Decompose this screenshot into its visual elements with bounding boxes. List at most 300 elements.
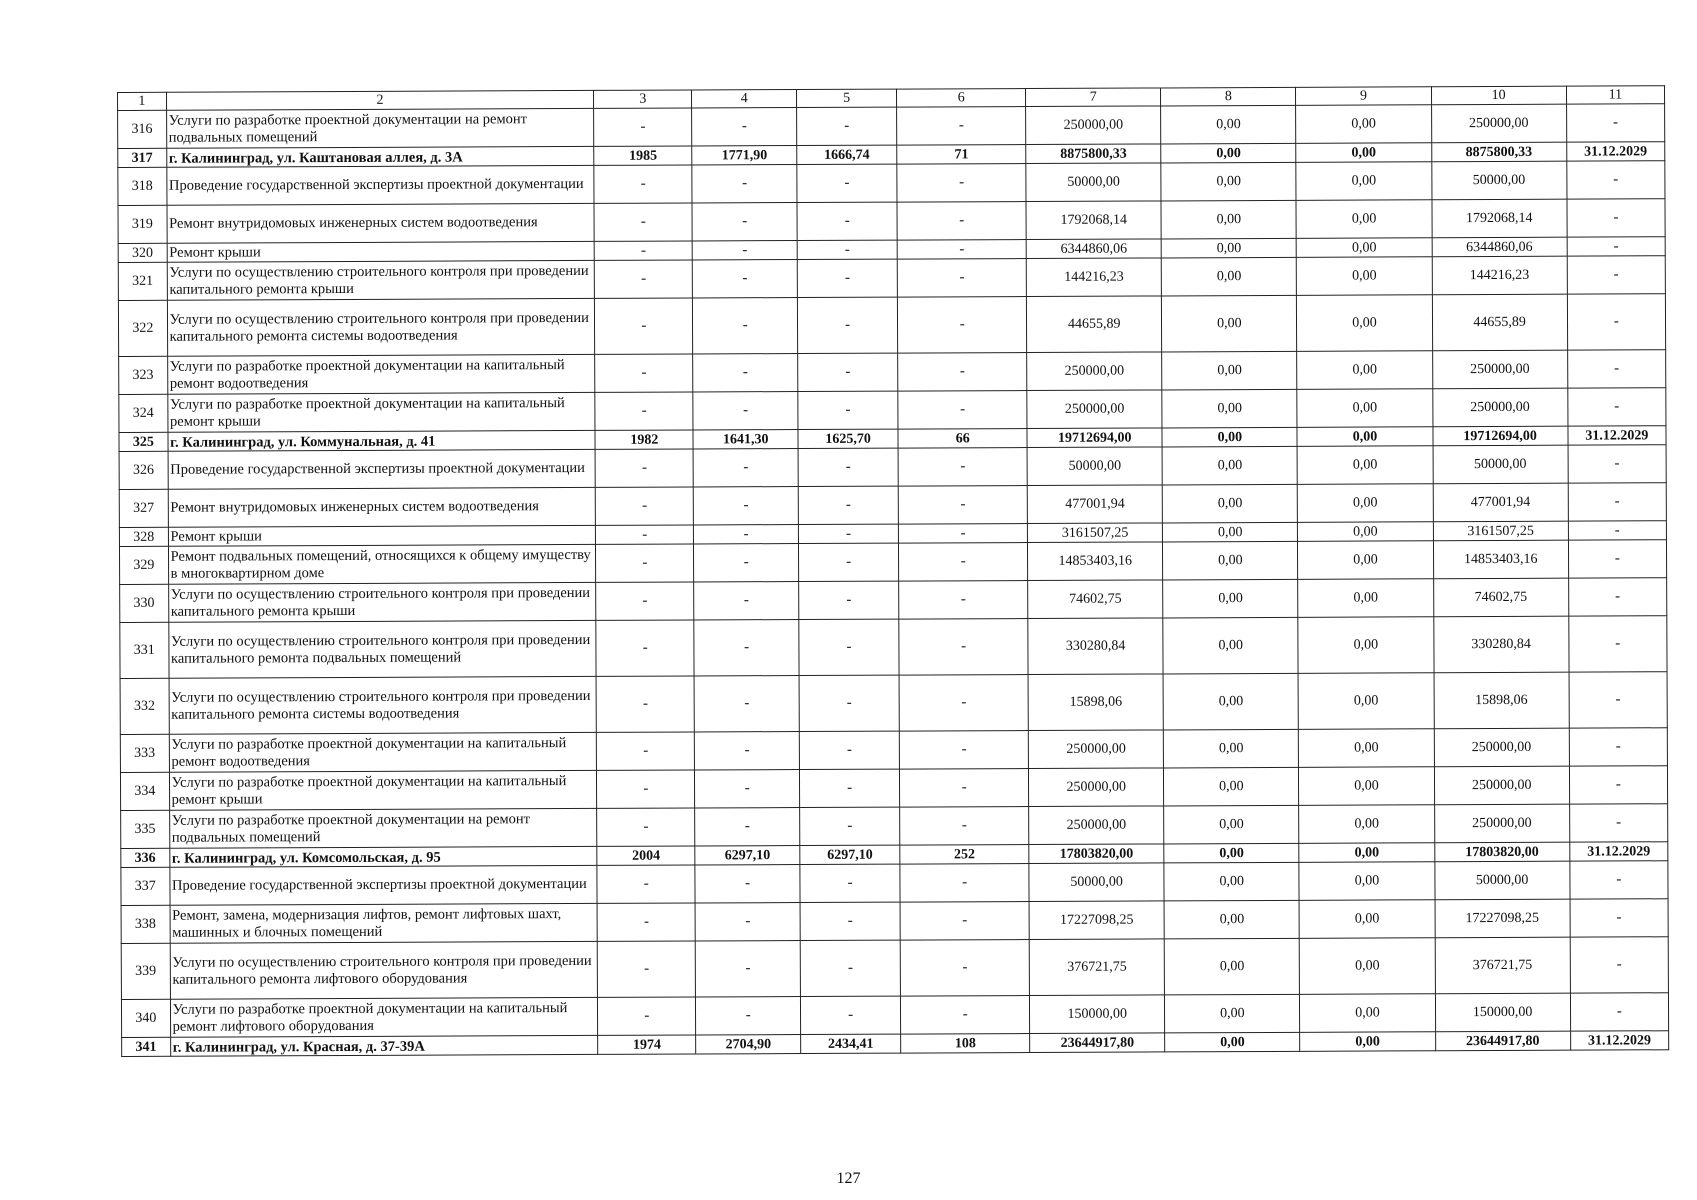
cost-col-8-cell: 0,00 bbox=[1161, 238, 1296, 258]
residential-area-cell: - bbox=[799, 731, 899, 769]
completion-date-cell: - bbox=[1569, 672, 1668, 728]
total-cost-cell: 376721,75 bbox=[1029, 939, 1164, 996]
residential-area-cell: - bbox=[800, 996, 900, 1034]
work-description-cell: Услуги по осуществлению строительного контроля при проведении капитального ремонта системы водоотведения bbox=[169, 676, 597, 734]
total-area-cell: - bbox=[692, 165, 797, 203]
residents-count-cell: - bbox=[898, 391, 1027, 430]
residential-area-cell: - bbox=[797, 297, 898, 353]
work-description-cell: Ремонт внутридомовых инженерных систем водоотведения bbox=[168, 487, 596, 527]
residents-count-cell: - bbox=[899, 581, 1028, 620]
year-built-cell: - bbox=[596, 582, 694, 620]
total-area-cell: - bbox=[693, 298, 798, 354]
residents-count-cell: - bbox=[899, 524, 1028, 544]
cost-col-9-cell: 0,00 bbox=[1298, 541, 1433, 580]
completion-date-cell: - bbox=[1570, 861, 1668, 899]
cost-col-8-cell: 0,00 bbox=[1162, 427, 1297, 447]
year-built-cell: - bbox=[596, 525, 694, 544]
total-area-cell: - bbox=[694, 487, 799, 525]
completion-date-cell: - bbox=[1568, 540, 1666, 578]
year-built-cell: - bbox=[594, 108, 692, 146]
residential-area-cell: - bbox=[800, 807, 900, 845]
total-cost-cell: 23644917,80 bbox=[1030, 1033, 1165, 1053]
cost-col-10-cell: 477001,94 bbox=[1433, 483, 1568, 522]
cost-col-9-cell: 0,00 bbox=[1298, 484, 1433, 523]
cost-col-8-cell: 0,00 bbox=[1164, 862, 1299, 901]
cost-col-9-cell: 0,00 bbox=[1296, 200, 1431, 239]
year-built-cell: - bbox=[596, 676, 694, 732]
total-area-cell: - bbox=[694, 582, 799, 620]
cost-col-10-cell: 144216,23 bbox=[1432, 256, 1567, 295]
total-cost-cell: 15898,06 bbox=[1028, 674, 1163, 731]
year-built-cell: - bbox=[594, 260, 692, 298]
row-number-cell: 317 bbox=[118, 148, 167, 167]
total-area-cell: - bbox=[695, 903, 800, 941]
residential-area-cell: - bbox=[797, 164, 897, 202]
total-area-cell: - bbox=[693, 392, 798, 430]
cost-col-8-cell: 0,00 bbox=[1164, 805, 1299, 844]
column-header: 9 bbox=[1296, 87, 1431, 106]
year-built-cell: - bbox=[596, 620, 694, 676]
completion-date-cell: - bbox=[1570, 993, 1668, 1031]
row-number-cell: 328 bbox=[119, 527, 168, 546]
total-area-cell: 2704,90 bbox=[696, 1035, 801, 1054]
year-built-cell: - bbox=[595, 298, 693, 354]
cost-col-8-cell: 0,00 bbox=[1164, 843, 1299, 863]
completion-date-cell: - bbox=[1568, 521, 1666, 540]
column-header: 6 bbox=[897, 89, 1026, 108]
total-cost-cell: 477001,94 bbox=[1027, 485, 1162, 524]
cost-col-9-cell: 0,00 bbox=[1296, 143, 1431, 163]
completion-date-cell: - bbox=[1567, 350, 1665, 388]
row-number-cell: 331 bbox=[120, 622, 169, 678]
cost-col-9-cell: 0,00 bbox=[1297, 427, 1432, 447]
cost-col-9-cell: 0,00 bbox=[1297, 295, 1432, 352]
work-description-cell: Услуги по разработке проектной документации на капитальный ремонт лифтового оборудования bbox=[170, 997, 598, 1037]
work-description-cell: Проведение государственной экспертизы проектной документации bbox=[168, 449, 596, 489]
completion-date-cell: 31.12.2029 bbox=[1570, 1031, 1668, 1050]
work-description-cell: Ремонт, замена, модернизация лифтов, ремонт лифтовых шахт, машинных и блочных помещений bbox=[170, 903, 598, 943]
cost-col-8-cell: 0,00 bbox=[1164, 938, 1299, 995]
work-description-cell: Услуги по осуществлению строительного контроля при проведении капитального ремонта крыши bbox=[168, 582, 596, 622]
cost-col-9-cell: 0,00 bbox=[1297, 446, 1432, 485]
residents-count-cell: 66 bbox=[898, 429, 1027, 449]
cost-col-8-cell: 0,00 bbox=[1165, 994, 1300, 1033]
total-cost-cell: 250000,00 bbox=[1028, 730, 1163, 769]
residents-count-cell: - bbox=[900, 902, 1029, 941]
cost-col-8-cell: 0,00 bbox=[1162, 351, 1297, 390]
cost-col-8-cell: 0,00 bbox=[1163, 541, 1298, 580]
cost-col-9-cell: 0,00 bbox=[1297, 389, 1432, 428]
cost-col-10-cell: 15898,06 bbox=[1434, 672, 1569, 729]
year-built-cell: - bbox=[598, 997, 696, 1035]
year-built-cell: - bbox=[595, 392, 693, 430]
cost-col-10-cell: 250000,00 bbox=[1432, 350, 1567, 389]
work-description-cell: г. Калининград, ул. Красная, д. 37-39А bbox=[170, 1035, 598, 1056]
year-built-cell: - bbox=[595, 449, 693, 487]
cost-col-9-cell: 0,00 bbox=[1296, 162, 1431, 201]
cost-col-10-cell: 1792068,14 bbox=[1432, 199, 1567, 238]
table-row bbox=[120, 672, 1667, 735]
cost-col-10-cell: 250000,00 bbox=[1431, 104, 1566, 143]
residential-area-cell: - bbox=[798, 448, 898, 486]
row-number-cell: 320 bbox=[118, 243, 167, 262]
row-number-cell: 325 bbox=[119, 432, 168, 451]
cost-col-10-cell: 250000,00 bbox=[1434, 766, 1569, 805]
residential-area-cell: - bbox=[797, 107, 897, 145]
cost-col-9-cell: 0,00 bbox=[1299, 767, 1434, 806]
cost-col-8-cell: 0,00 bbox=[1162, 484, 1297, 523]
total-cost-cell: 3161507,25 bbox=[1027, 523, 1162, 543]
cost-col-9-cell: 0,00 bbox=[1299, 729, 1434, 768]
work-description-cell: Услуги по осуществлению строительного контроля при проведении капитального ремонта лифтового оборудования bbox=[170, 941, 598, 999]
residents-count-cell: - bbox=[897, 240, 1026, 260]
residents-count-cell: 71 bbox=[897, 145, 1026, 165]
completion-date-cell: 31.12.2029 bbox=[1568, 426, 1666, 445]
residents-count-cell: - bbox=[898, 353, 1027, 392]
residents-count-cell: - bbox=[900, 769, 1029, 808]
completion-date-cell: - bbox=[1568, 445, 1666, 483]
residents-count-cell: - bbox=[900, 864, 1029, 903]
completion-date-cell: - bbox=[1569, 616, 1668, 672]
row-number-cell: 337 bbox=[121, 867, 170, 905]
work-description-cell: Услуги по разработке проектной документации на капитальный ремонт крыши bbox=[169, 770, 597, 810]
completion-date-cell: - bbox=[1570, 899, 1668, 937]
total-cost-cell: 250000,00 bbox=[1029, 806, 1164, 845]
residents-count-cell: - bbox=[897, 202, 1026, 241]
table-row bbox=[118, 294, 1665, 357]
column-header: 11 bbox=[1566, 86, 1664, 104]
cost-col-8-cell: 0,00 bbox=[1163, 579, 1298, 618]
completion-date-cell: - bbox=[1570, 937, 1669, 993]
residential-area-cell: - bbox=[799, 619, 900, 675]
year-built-cell: - bbox=[596, 544, 694, 582]
completion-date-cell: - bbox=[1567, 294, 1666, 350]
residential-area-cell: - bbox=[797, 202, 897, 240]
column-header: 4 bbox=[692, 90, 797, 108]
cost-col-10-cell: 50000,00 bbox=[1434, 861, 1569, 900]
completion-date-cell: - bbox=[1568, 578, 1666, 616]
total-area-cell: - bbox=[695, 808, 800, 846]
completion-date-cell: - bbox=[1569, 804, 1667, 842]
total-cost-cell: 1792068,14 bbox=[1026, 201, 1161, 240]
cost-col-10-cell: 376721,75 bbox=[1435, 937, 1570, 994]
cost-col-9-cell: 0,00 bbox=[1296, 105, 1431, 144]
column-header: 3 bbox=[594, 90, 692, 108]
completion-date-cell: - bbox=[1567, 237, 1665, 256]
completion-date-cell: 31.12.2029 bbox=[1570, 842, 1668, 861]
total-area-cell: - bbox=[695, 865, 800, 903]
year-built-cell: - bbox=[594, 203, 692, 241]
total-area-cell: - bbox=[696, 997, 801, 1035]
work-description-cell: Ремонт крыши bbox=[167, 241, 595, 262]
total-cost-cell: 144216,23 bbox=[1026, 258, 1161, 297]
cost-col-10-cell: 23644917,80 bbox=[1435, 1031, 1570, 1051]
cost-col-8-cell: 0,00 bbox=[1161, 143, 1296, 163]
total-area-cell: - bbox=[692, 108, 797, 146]
row-number-cell: 332 bbox=[120, 678, 169, 734]
completion-date-cell: - bbox=[1566, 104, 1664, 142]
row-number-cell: 341 bbox=[122, 1037, 171, 1056]
year-built-cell: 1974 bbox=[598, 1035, 696, 1054]
residential-area-cell: - bbox=[798, 543, 898, 581]
cost-col-10-cell: 19712694,00 bbox=[1433, 426, 1568, 446]
total-cost-cell: 44655,89 bbox=[1026, 296, 1161, 353]
total-cost-cell: 6344860,06 bbox=[1026, 239, 1161, 259]
residents-count-cell: - bbox=[900, 807, 1029, 846]
total-cost-cell: 150000,00 bbox=[1030, 995, 1165, 1034]
cost-col-8-cell: 0,00 bbox=[1161, 162, 1296, 201]
year-built-cell: - bbox=[594, 165, 692, 203]
total-cost-cell: 250000,00 bbox=[1026, 106, 1161, 145]
residential-area-cell: 1666,74 bbox=[797, 145, 897, 164]
cost-col-9-cell: 0,00 bbox=[1300, 938, 1435, 995]
row-number-cell: 316 bbox=[118, 110, 167, 148]
work-description-cell: Проведение государственной экспертизы проектной документации bbox=[169, 865, 597, 905]
total-cost-cell: 50000,00 bbox=[1027, 447, 1162, 486]
completion-date-cell: - bbox=[1569, 766, 1667, 804]
total-cost-cell: 50000,00 bbox=[1026, 163, 1161, 202]
cost-col-10-cell: 50000,00 bbox=[1433, 445, 1568, 484]
year-built-cell: - bbox=[597, 903, 695, 941]
cost-col-10-cell: 150000,00 bbox=[1435, 993, 1570, 1032]
page-number: 127 bbox=[836, 1170, 861, 1187]
residents-count-cell: - bbox=[899, 619, 1028, 676]
cost-col-8-cell: 0,00 bbox=[1163, 673, 1298, 730]
residential-area-cell: - bbox=[798, 353, 898, 391]
work-description-cell: Услуги по разработке проектной документации на капитальный ремонт водоотведения bbox=[167, 354, 595, 394]
total-cost-cell: 74602,75 bbox=[1028, 580, 1163, 619]
year-built-cell: 2004 bbox=[597, 846, 695, 865]
row-number-cell: 340 bbox=[121, 999, 170, 1037]
row-number-cell: 323 bbox=[119, 356, 168, 394]
work-description-cell: Услуги по разработке проектной документации на капитальный ремонт водоотведения bbox=[169, 732, 597, 772]
total-cost-cell: 250000,00 bbox=[1027, 352, 1162, 391]
cost-col-9-cell: 0,00 bbox=[1297, 257, 1432, 296]
year-built-cell: - bbox=[597, 732, 695, 770]
year-built-cell: - bbox=[595, 487, 693, 525]
total-cost-cell: 17227098,25 bbox=[1029, 901, 1164, 940]
cost-col-10-cell: 17803820,00 bbox=[1434, 842, 1569, 862]
row-number-cell: 327 bbox=[119, 489, 168, 527]
residents-count-cell: - bbox=[898, 486, 1027, 525]
total-area-cell: - bbox=[693, 449, 798, 487]
work-description-cell: Услуги по разработке проектной документации на ремонт подвальных помещений bbox=[166, 108, 594, 148]
row-number-cell: 318 bbox=[118, 167, 167, 205]
work-description-cell: Услуги по осуществлению строительного контроля при проведении капитального ремонта крыши bbox=[167, 260, 595, 300]
year-built-cell: 1982 bbox=[595, 430, 693, 449]
row-number-cell: 336 bbox=[121, 848, 170, 867]
cost-col-10-cell: 8875800,33 bbox=[1431, 142, 1566, 162]
cost-col-10-cell: 44655,89 bbox=[1432, 294, 1567, 351]
residents-count-cell: 108 bbox=[901, 1034, 1030, 1054]
work-description-cell: г. Калининград, ул. Комсомольская, д. 95 bbox=[169, 846, 597, 867]
cost-col-10-cell: 17227098,25 bbox=[1435, 899, 1570, 938]
cost-col-8-cell: 0,00 bbox=[1165, 1032, 1300, 1052]
row-number-cell: 335 bbox=[121, 810, 170, 848]
total-area-cell: - bbox=[694, 544, 799, 582]
cost-col-8-cell: 0,00 bbox=[1162, 295, 1297, 352]
row-number-cell: 339 bbox=[121, 943, 170, 999]
cost-col-8-cell: 0,00 bbox=[1161, 200, 1296, 239]
cost-col-9-cell: 0,00 bbox=[1298, 579, 1433, 618]
cost-col-10-cell: 50000,00 bbox=[1431, 161, 1566, 200]
work-description-cell: Ремонт внутридомовых инженерных систем водоотведения bbox=[167, 203, 595, 243]
total-area-cell: - bbox=[694, 676, 799, 732]
column-header: 7 bbox=[1026, 88, 1161, 107]
row-number-cell: 321 bbox=[118, 262, 167, 300]
total-area-cell: - bbox=[694, 525, 799, 544]
total-cost-cell: 330280,84 bbox=[1028, 618, 1163, 675]
total-area-cell: - bbox=[693, 241, 798, 260]
total-area-cell: 1641,30 bbox=[693, 430, 798, 449]
completion-date-cell: - bbox=[1569, 728, 1667, 766]
year-built-cell: - bbox=[594, 241, 692, 260]
work-description-cell: Услуги по осуществлению строительного контроля при проведении капитального ремонта системы водоотведения bbox=[167, 298, 595, 356]
work-description-cell: г. Калининград, ул. Каштановая аллея, д. 3А bbox=[166, 146, 594, 167]
cost-col-9-cell: 0,00 bbox=[1300, 994, 1435, 1033]
residents-count-cell: - bbox=[898, 448, 1027, 487]
cost-col-8-cell: 0,00 bbox=[1163, 522, 1298, 542]
total-cost-cell: 250000,00 bbox=[1027, 390, 1162, 429]
row-number-cell: 319 bbox=[118, 205, 167, 243]
residential-area-cell: - bbox=[799, 769, 899, 807]
residential-area-cell: 1625,70 bbox=[798, 429, 898, 448]
row-number-cell: 322 bbox=[118, 300, 167, 356]
completion-date-cell: - bbox=[1568, 388, 1666, 426]
residents-count-cell: - bbox=[899, 543, 1028, 582]
residential-area-cell: - bbox=[799, 581, 899, 619]
total-area-cell: - bbox=[693, 260, 798, 298]
residential-area-cell: 2434,41 bbox=[801, 1034, 901, 1053]
year-built-cell: - bbox=[597, 941, 695, 997]
capital-repair-table bbox=[117, 85, 1669, 1057]
cost-col-9-cell: 0,00 bbox=[1297, 238, 1432, 258]
cost-col-9-cell: 0,00 bbox=[1299, 843, 1434, 863]
row-number-cell: 330 bbox=[120, 584, 169, 622]
cost-col-8-cell: 0,00 bbox=[1164, 767, 1299, 806]
total-area-cell: 6297,10 bbox=[695, 846, 800, 865]
row-number-cell: 333 bbox=[120, 734, 169, 772]
residents-count-cell: 252 bbox=[900, 845, 1029, 865]
total-cost-cell: 19712694,00 bbox=[1027, 428, 1162, 448]
cost-col-9-cell: 0,00 bbox=[1299, 805, 1434, 844]
year-built-cell: - bbox=[595, 354, 693, 392]
year-built-cell: - bbox=[597, 865, 695, 903]
table-row bbox=[121, 937, 1668, 1000]
cost-col-9-cell: 0,00 bbox=[1298, 673, 1433, 730]
cost-col-8-cell: 0,00 bbox=[1164, 729, 1299, 768]
table-row bbox=[120, 616, 1667, 679]
residents-count-cell: - bbox=[900, 731, 1029, 770]
cost-col-10-cell: 330280,84 bbox=[1433, 616, 1568, 673]
work-description-cell: г. Калининград, ул. Коммунальная, д. 41 bbox=[168, 430, 596, 451]
total-area-cell: 1771,90 bbox=[692, 146, 797, 165]
column-header: 2 bbox=[166, 90, 594, 110]
total-cost-cell: 50000,00 bbox=[1029, 863, 1164, 902]
row-number-cell: 324 bbox=[119, 394, 168, 432]
cost-col-9-cell: 0,00 bbox=[1300, 1032, 1435, 1052]
year-built-cell: - bbox=[597, 808, 695, 846]
work-description-cell: Услуги по разработке проектной документации на капитальный ремонт крыши bbox=[167, 392, 595, 432]
cost-col-10-cell: 250000,00 bbox=[1434, 804, 1569, 843]
residents-count-cell: - bbox=[901, 996, 1030, 1035]
residential-area-cell: - bbox=[800, 864, 900, 902]
cost-col-8-cell: 0,00 bbox=[1164, 900, 1299, 939]
year-built-cell: - bbox=[597, 770, 695, 808]
total-cost-cell: 17803820,00 bbox=[1029, 844, 1164, 864]
residents-count-cell: - bbox=[898, 259, 1027, 298]
year-built-cell: 1985 bbox=[594, 146, 692, 165]
residential-area-cell: - bbox=[798, 524, 898, 543]
total-cost-cell: 250000,00 bbox=[1029, 768, 1164, 807]
cost-col-9-cell: 0,00 bbox=[1298, 617, 1433, 674]
residential-area-cell: 6297,10 bbox=[800, 845, 900, 864]
total-area-cell: - bbox=[696, 941, 801, 997]
residential-area-cell: - bbox=[800, 902, 900, 940]
cost-col-8-cell: 0,00 bbox=[1163, 617, 1298, 674]
residents-count-cell: - bbox=[897, 164, 1026, 203]
total-area-cell: - bbox=[695, 732, 800, 770]
cost-col-10-cell: 74602,75 bbox=[1433, 578, 1568, 617]
cost-col-8-cell: 0,00 bbox=[1161, 257, 1296, 296]
cost-col-8-cell: 0,00 bbox=[1161, 105, 1296, 144]
completion-date-cell: - bbox=[1567, 256, 1665, 294]
residential-area-cell: - bbox=[799, 675, 900, 731]
total-area-cell: - bbox=[692, 203, 797, 241]
table-body bbox=[118, 104, 1669, 1057]
cost-col-9-cell: 0,00 bbox=[1297, 351, 1432, 390]
cost-col-9-cell: 0,00 bbox=[1299, 862, 1434, 901]
work-description-cell: Ремонт крыши bbox=[168, 525, 596, 546]
cost-col-9-cell: 0,00 bbox=[1299, 900, 1434, 939]
row-number-cell: 338 bbox=[121, 905, 170, 943]
residents-count-cell: - bbox=[898, 297, 1027, 354]
cost-col-10-cell: 250000,00 bbox=[1432, 388, 1567, 427]
cost-col-10-cell: 14853403,16 bbox=[1433, 540, 1568, 579]
cost-col-8-cell: 0,00 bbox=[1162, 446, 1297, 485]
cost-col-10-cell: 250000,00 bbox=[1434, 728, 1569, 767]
cost-col-9-cell: 0,00 bbox=[1298, 522, 1433, 542]
column-header: 5 bbox=[796, 89, 896, 107]
residents-count-cell: - bbox=[897, 107, 1026, 146]
column-header: 8 bbox=[1161, 87, 1296, 106]
row-number-cell: 334 bbox=[120, 772, 169, 810]
completion-date-cell: - bbox=[1568, 483, 1666, 521]
residential-area-cell: - bbox=[797, 240, 897, 259]
completion-date-cell: - bbox=[1567, 199, 1665, 237]
total-area-cell: - bbox=[694, 620, 799, 676]
work-description-cell: Ремонт подвальных помещений, относящихся к общему имуществу в многоквартирном доме bbox=[168, 544, 596, 584]
cost-col-8-cell: 0,00 bbox=[1162, 389, 1297, 428]
cost-col-10-cell: 3161507,25 bbox=[1433, 521, 1568, 541]
residential-area-cell: - bbox=[800, 940, 901, 996]
column-header: 1 bbox=[118, 92, 167, 110]
column-header: 10 bbox=[1431, 86, 1566, 105]
residential-area-cell: - bbox=[798, 391, 898, 429]
total-cost-cell: 14853403,16 bbox=[1028, 542, 1163, 581]
work-description-cell: Проведение государственной экспертизы проектной документации bbox=[166, 165, 594, 205]
residents-count-cell: - bbox=[899, 675, 1028, 732]
total-cost-cell: 8875800,33 bbox=[1026, 144, 1161, 164]
work-description-cell: Услуги по разработке проектной документации на ремонт подвальных помещений bbox=[169, 808, 597, 848]
document-sheet bbox=[117, 85, 1669, 1057]
residential-area-cell: - bbox=[798, 486, 898, 524]
total-area-cell: - bbox=[695, 770, 800, 808]
row-number-cell: 326 bbox=[119, 451, 168, 489]
residential-area-cell: - bbox=[797, 259, 897, 297]
completion-date-cell: 31.12.2029 bbox=[1566, 142, 1664, 161]
completion-date-cell: - bbox=[1567, 161, 1665, 199]
